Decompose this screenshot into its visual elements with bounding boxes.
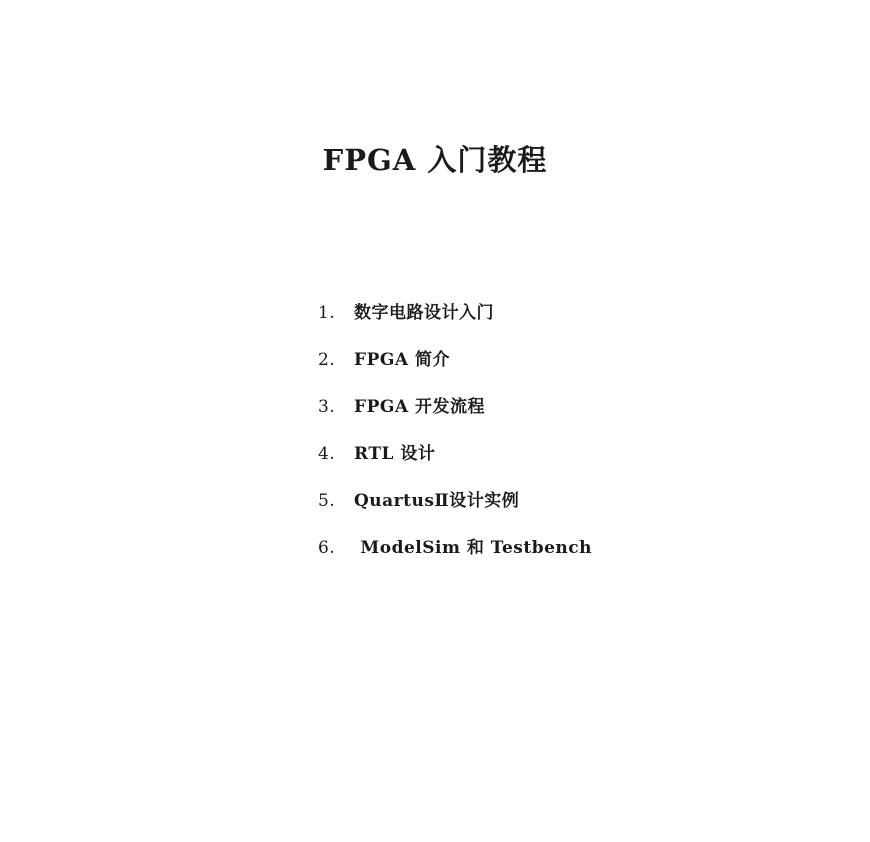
toc-item-text: 数字电路设计入门: [354, 303, 494, 323]
toc-item-number: 2.: [318, 350, 336, 370]
toc-item-5: [318, 488, 592, 535]
toc-item-text: ModelSim 和 Testbench: [354, 538, 593, 558]
toc-item-4: [318, 441, 592, 488]
toc-item-text: RTL 设计: [354, 444, 436, 464]
toc-item-number: 6.: [318, 538, 336, 558]
document-title: FPGA 入门教程: [322, 143, 548, 177]
toc-item-text: QuartusⅡ设计实例: [354, 491, 520, 511]
toc-item-1: [318, 300, 592, 347]
toc-item-number: 3.: [318, 397, 336, 417]
toc-item-text: FPGA 开发流程: [354, 397, 485, 417]
toc-item-text: FPGA 简介: [354, 350, 450, 370]
toc-item-3: [318, 394, 592, 441]
toc-item-6: [318, 535, 592, 582]
toc-item-number: 5.: [318, 491, 336, 511]
toc-item-2: [318, 347, 592, 394]
toc-item-number: 4.: [318, 444, 336, 464]
table-of-contents: [318, 300, 592, 582]
toc-item-number: 1.: [318, 303, 336, 323]
